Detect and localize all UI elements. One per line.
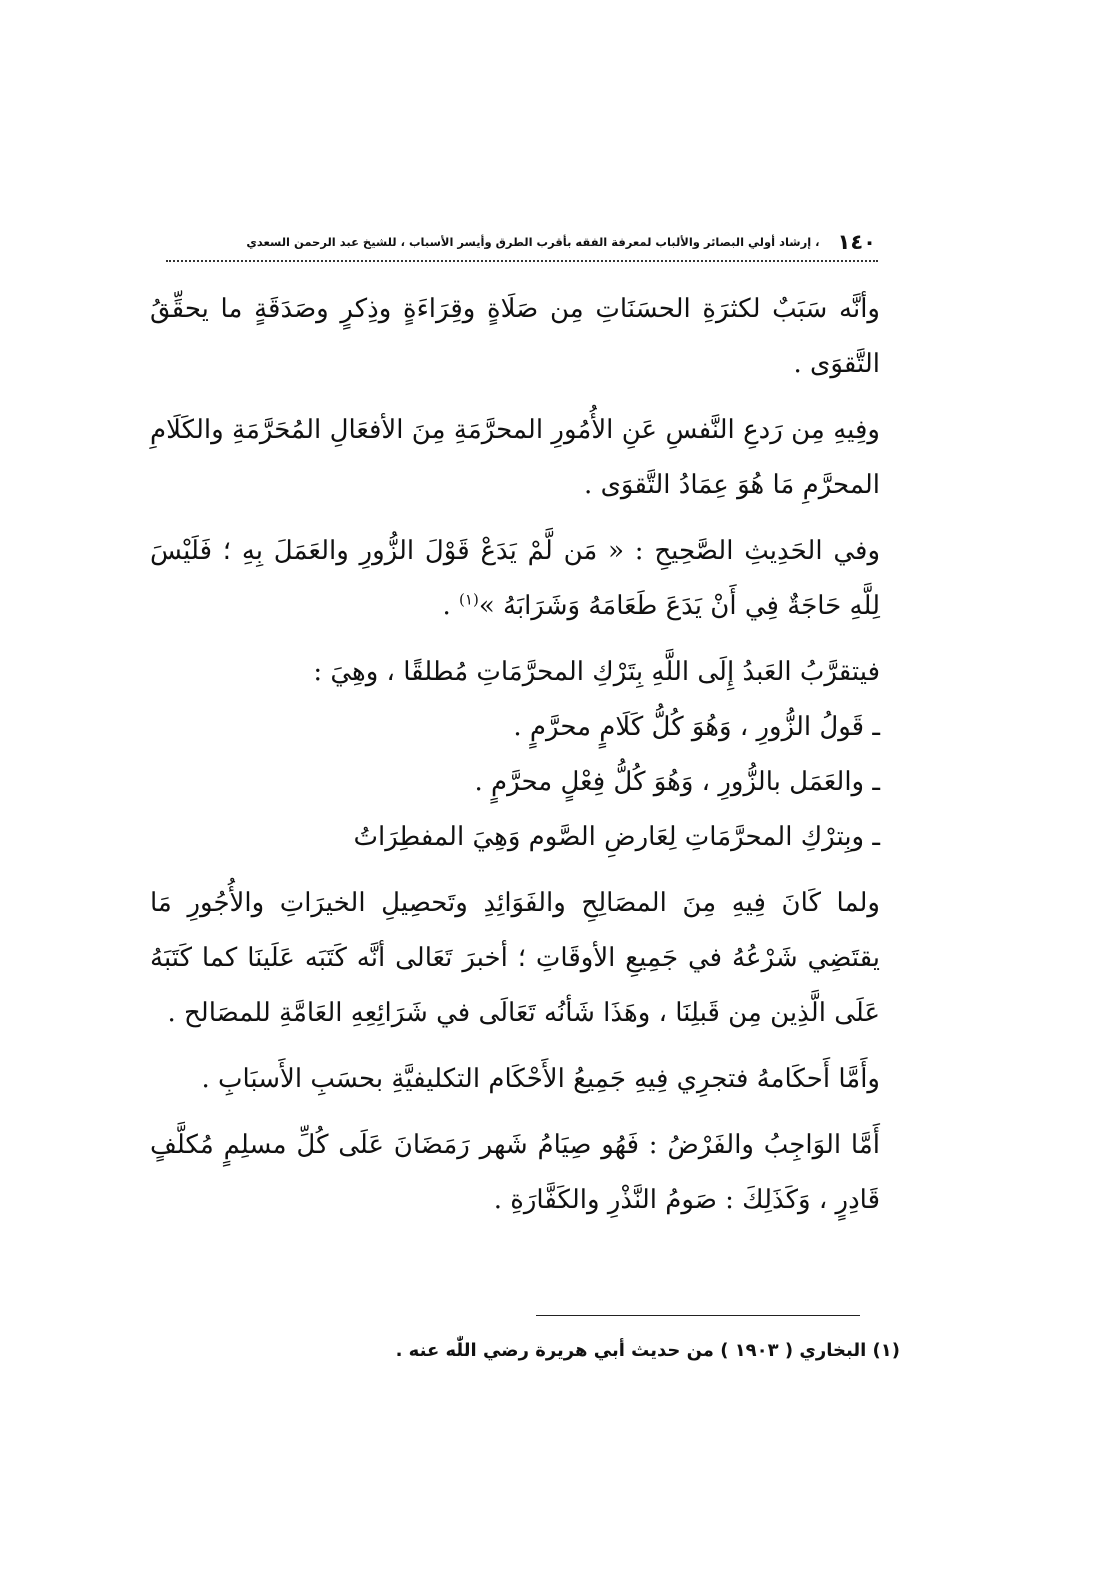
running-header	[246, 230, 876, 254]
footnote-reference[interactable]: (١)	[459, 590, 479, 609]
paragraph-rulings: وأَمَّا أَحكَامهُ فتجرِي فِيهِ جَمِيعُ الأَحْكَام التكليفيَّةِ بحسَبِ الأَسبَابِ .	[201, 1064, 880, 1094]
list-item: ـ قَولُ الزُّورِ ، وَهُوَ كُلُّ كَلَامٍ محرَّمٍ .	[513, 712, 880, 742]
list-item: ـ والعَمَل بالزُّورِ ، وَهُوَ كُلُّ فِعْلٍ محرَّمٍ .	[474, 767, 880, 797]
footnote-divider	[536, 1315, 860, 1316]
list-item: ـ وبِترْكِ المحرَّمَاتِ لِعَارضِ الصَّوم وَهِيَ المفطِرَاتُ	[353, 822, 880, 852]
paragraph-intro-list: فيتقرَّبُ العَبدُ إِلَى اللَّهِ بِتَرْكِ المحرَّمَاتِ مُطلقًا ، وهِيَ :	[313, 657, 880, 687]
hadith-end: .	[442, 591, 460, 621]
hadith-text: وفي الحَدِيثِ الصَّحِيحِ : « مَن لَّمْ يَدَعْ قَوْلَ الزُّورِ والعَمَلَ بِهِ ؛ فَلَيْسَ لِلَّهِ حَاجَةٌ فِي أَنْ يَدَعَ طَعَامَهُ وَشَرَابَهُ »	[150, 536, 880, 621]
paragraph-hadith	[150, 524, 880, 634]
paragraph-obligatory: أَمَّا الوَاجِبُ والفَرْضُ : فَهُو صِيَامُ شَهر رَمَضَانَ عَلَى كُلِّ مسلِمٍ مُكلَّفٍ قَادِرٍ ، وَكَذَلِكَ : صَومُ النَّذْرِ والكَفَّارَةِ .	[150, 1130, 880, 1215]
paragraph-restraint: وفِيهِ مِن رَدعِ النَّفسِ عَنِ الأُمُورِ المحرَّمَةِ مِنَ الأفعَالِ المُحَرَّمَةِ والكَلَامِ المحرَّمِ مَا هُوَ عِمَادُ التَّقوَى .	[150, 415, 880, 500]
header-divider	[166, 260, 878, 262]
book-title: ، إرشاد أولي البصائر والألباب لمعرفة الفقه بأقرب الطرق وأيسر الأسباب ، للشيخ عبد الرحمن السعدي	[246, 235, 820, 249]
main-text	[150, 282, 880, 1239]
paragraph-piety-causes: وأنَّه سَبَبٌ لكثرَةِ الحسَنَاتِ مِن صَلَاةٍ وقِرَاءَةٍ وذِكرٍ وصَدَقَةٍ ما يحقِّقُ التَّقوَى .	[150, 294, 880, 379]
paragraph-legislation: ولما كَانَ فِيهِ مِنَ المصَالِحِ والفَوَائِدِ وتَحصِيلِ الخيرَاتِ والأُجُورِ مَا يقتَضِي شَرْعُهُ في جَمِيعِ الأوقَاتِ ؛ أخبرَ تَعَالى أنَّه كَتَبَه عَلَينَا كما كَتَبَهُ عَلَى الَّذِين مِن قَبلِنَا ، وهَذَا شَأنُه تَعَالَى في شَرَائِعِهِ العَامَّةِ للمصَالح .	[150, 888, 880, 1028]
page-number: ١٤٠	[837, 230, 876, 254]
footnote: (١) البخاري ( ١٩٠٣ ) من حديث أبي هريرة رضي اللّٰه عنه .	[395, 1340, 900, 1361]
